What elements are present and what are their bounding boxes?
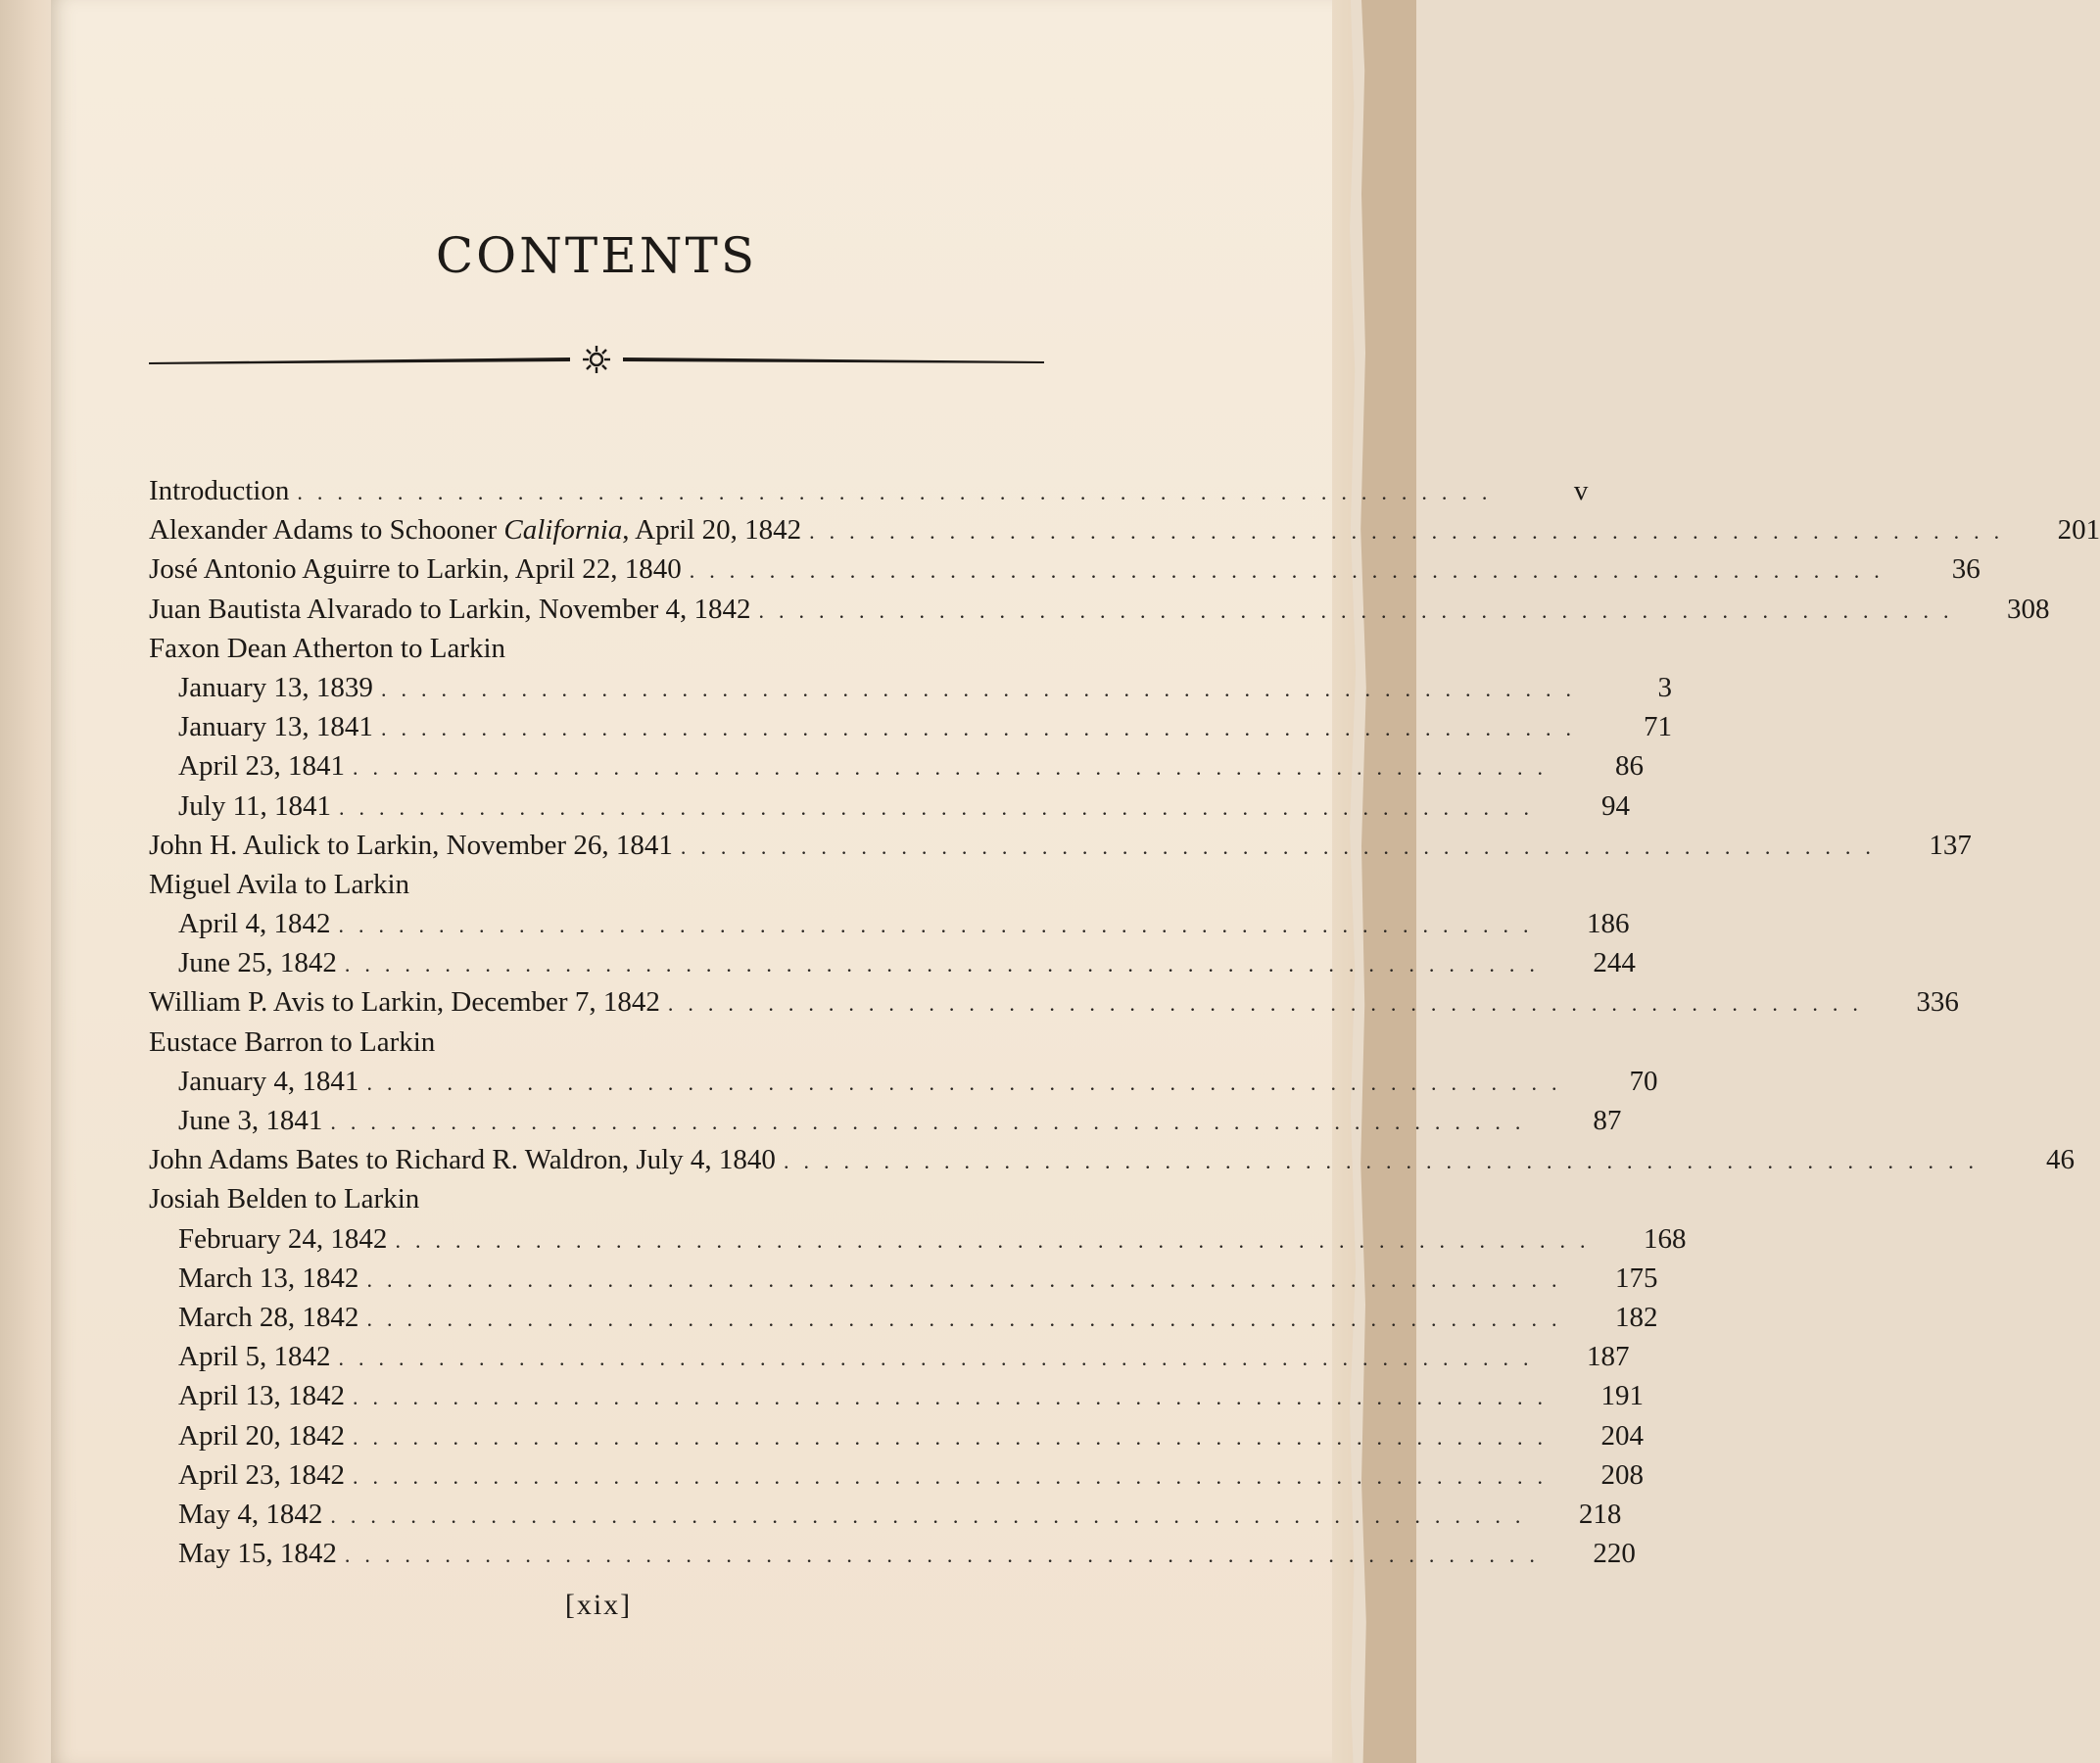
toc-entry-text: July 11, 1841 <box>178 789 332 822</box>
toc-entry-label <box>178 1223 395 1256</box>
toc-entry-label <box>149 514 809 547</box>
toc-page-number: 336 <box>1916 986 1959 1019</box>
toc-entry <box>149 829 1972 869</box>
toc-subentry <box>149 908 1630 947</box>
dot-leader: ............................................................ <box>330 1110 1536 1134</box>
toc-subentry <box>149 1498 1622 1538</box>
toc-page-number: 308 <box>2007 593 2050 625</box>
toc-entry-label <box>149 830 681 862</box>
toc-entry <box>149 1026 1055 1066</box>
dot-leader: ............................................................ <box>758 597 1964 623</box>
toc-page-number: 175 <box>1614 1262 1658 1294</box>
toc-entry-text: John Adams Bates to Richard R. Waldron, July 4, 1840 <box>149 1144 776 1176</box>
toc-subentry <box>149 1065 1658 1105</box>
toc-page-number: 137 <box>1929 829 1972 861</box>
dot-leader: ............................................................ <box>667 991 1873 1017</box>
dot-leader: ............................................................ <box>783 1149 1988 1174</box>
toc-page-number: v <box>1573 475 1589 506</box>
dot-leader: ............................................................ <box>680 834 1885 859</box>
toc-entry <box>149 869 1055 908</box>
toc-entry-text: March 13, 1842 <box>178 1262 359 1294</box>
toc-entry-label <box>178 1459 353 1492</box>
toc-entry-text: April 23, 1842 <box>178 1458 345 1491</box>
toc-subentry <box>149 1341 1630 1380</box>
dot-leader: ............................................................ <box>338 1346 1544 1371</box>
dot-leader: ............................................................ <box>338 913 1544 938</box>
toc-entry-text: March 28, 1842 <box>178 1301 359 1333</box>
toc-entry <box>149 475 1589 514</box>
toc-page-number: 36 <box>1951 553 1981 586</box>
dot-leader: ............................................................ <box>344 952 1550 977</box>
toc-subentry <box>149 1538 1636 1577</box>
toc-page-number: 204 <box>1600 1419 1644 1452</box>
right-rule <box>623 357 1044 363</box>
toc-entry <box>149 1144 2075 1183</box>
toc-entry-label <box>178 1380 353 1412</box>
toc-entry-label <box>178 1499 330 1531</box>
toc-entry <box>149 633 1055 672</box>
toc-page-number: 94 <box>1601 789 1631 822</box>
toc-entry-label <box>178 1263 366 1295</box>
page-title: CONTENTS <box>435 227 758 284</box>
toc-entry-label <box>178 1420 353 1453</box>
toc-entry-text: Introduction <box>149 475 290 506</box>
toc-subentry <box>149 1105 1622 1144</box>
toc-page-number: 182 <box>1614 1301 1658 1333</box>
toc-entry-label <box>149 1026 443 1059</box>
dot-leader: ............................................................ <box>339 794 1545 820</box>
toc-entry-label <box>149 1144 784 1176</box>
toc-entry-text: May 4, 1842 <box>178 1498 323 1530</box>
toc-entry-text: Juan Bautista Alvarado to Larkin, November 4, 1842 <box>149 593 751 625</box>
toc-entry-label <box>178 908 338 940</box>
dot-leader: ............................................................ <box>352 1463 1557 1489</box>
toc-page-number: 186 <box>1586 908 1630 940</box>
dot-leader: ............................................................ <box>297 480 1503 504</box>
toc-entry-text: José Antonio Aguirre to Larkin, April 22, 1840 <box>149 553 682 586</box>
toc-entry-text: April 5, 1842 <box>178 1341 331 1373</box>
dot-leader: ............................................................ <box>366 1306 1572 1331</box>
toc-page-number: 86 <box>1614 750 1644 783</box>
toc-page-number: 218 <box>1578 1498 1622 1530</box>
toc-entry-label <box>149 553 690 586</box>
toc-entry-text: June 3, 1841 <box>178 1105 323 1136</box>
toc-page-number: 208 <box>1600 1458 1644 1491</box>
toc-entry-label <box>178 750 353 783</box>
toc-entry <box>149 553 1981 593</box>
toc-entry-label <box>149 986 668 1019</box>
toc-entry-text: Josiah Belden to Larkin <box>149 1183 420 1215</box>
left-rule <box>149 357 570 364</box>
dot-leader: ............................................................ <box>366 1070 1572 1095</box>
toc-page-number: 191 <box>1600 1380 1644 1412</box>
toc-entry-text: April 4, 1842 <box>178 908 331 940</box>
contents-list <box>149 475 2100 1577</box>
toc-subentry <box>149 671 1672 711</box>
toc-entry-label <box>178 1105 330 1137</box>
dot-leader: ............................................................ <box>352 755 1557 781</box>
toc-entry <box>149 514 2100 553</box>
dot-leader: ............................................................ <box>380 716 1586 741</box>
dot-leader: ............................................................ <box>344 1543 1550 1568</box>
toc-entry-text-tail: , April 20, 1842 <box>622 514 802 547</box>
toc-entry-label <box>149 869 417 901</box>
toc-entry-italic-text: California <box>503 514 623 547</box>
page-number-folio: [xix] <box>564 1589 633 1621</box>
toc-page-number: 244 <box>1593 947 1636 979</box>
toc-entry-text: Eustace Barron to Larkin <box>149 1025 436 1058</box>
dot-leader: ............................................................ <box>395 1227 1600 1253</box>
toc-page-number: 87 <box>1593 1105 1622 1136</box>
dot-leader: ............................................................ <box>366 1266 1572 1292</box>
toc-entry-text: William P. Avis to Larkin, December 7, 1842 <box>149 986 660 1019</box>
toc-page-number: 3 <box>1657 671 1672 703</box>
toc-entry-label <box>178 1341 338 1373</box>
toc-page-number: 71 <box>1643 711 1672 743</box>
dot-leader: ............................................................ <box>380 676 1586 701</box>
toc-entry-label <box>149 475 297 507</box>
toc-page-number: 46 <box>2045 1144 2075 1176</box>
toc-entry-text: Alexander Adams to Schooner <box>149 514 504 547</box>
dot-leader: ............................................................ <box>352 1424 1557 1450</box>
toc-page-number: 220 <box>1593 1538 1636 1570</box>
toc-entry-label <box>149 594 759 626</box>
toc-entry-text: Miguel Avila to Larkin <box>149 868 410 900</box>
toc-entry-text: April 23, 1841 <box>178 750 345 783</box>
dot-leader: ............................................................ <box>689 558 1894 584</box>
toc-entry-text: April 13, 1842 <box>178 1380 345 1412</box>
toc-subentry <box>149 711 1672 750</box>
toc-entry-label <box>178 1302 366 1334</box>
toc-entry-text: January 13, 1839 <box>178 671 373 703</box>
toc-entry-label <box>149 1183 427 1215</box>
toc-entry-text: Faxon Dean Atherton to Larkin <box>149 632 506 664</box>
toc-page-number: 201 <box>2057 514 2100 547</box>
dot-leader: ............................................................ <box>330 1502 1536 1528</box>
toc-subentry <box>149 1458 1644 1499</box>
star-icon <box>583 346 610 373</box>
toc-entry-text: May 15, 1842 <box>178 1538 337 1570</box>
toc-entry-label <box>149 633 513 665</box>
toc-entry-text: John H. Aulick to Larkin, November 26, 1841 <box>149 829 673 861</box>
toc-entry-text: January 4, 1841 <box>178 1065 359 1097</box>
toc-page-number: 187 <box>1586 1341 1630 1373</box>
toc-page-number: 70 <box>1629 1065 1658 1097</box>
dot-leader: ............................................................ <box>809 519 2015 545</box>
toc-entry-label <box>178 1538 345 1570</box>
toc-entry-label <box>178 672 381 704</box>
toc-subentry <box>149 1419 1644 1459</box>
toc-entry-label <box>178 947 345 979</box>
toc-subentry <box>149 947 1636 986</box>
toc-entry <box>149 1183 1055 1222</box>
toc-subentry <box>149 750 1644 789</box>
toc-entry-text: June 25, 1842 <box>178 947 337 979</box>
title-rule-ornament <box>149 339 1044 378</box>
dot-leader: ............................................................ <box>352 1385 1557 1410</box>
toc-page-number: 168 <box>1643 1222 1687 1255</box>
toc-entry-text: February 24, 1842 <box>178 1222 388 1255</box>
toc-entry-label <box>178 1066 366 1098</box>
toc-subentry <box>149 1222 1687 1263</box>
toc-subentry <box>149 1262 1658 1302</box>
toc-entry-text: April 20, 1842 <box>178 1419 345 1452</box>
toc-subentry <box>149 1301 1658 1341</box>
toc-entry <box>149 593 2050 633</box>
toc-subentry <box>149 1380 1644 1419</box>
toc-entry <box>149 986 1959 1025</box>
toc-entry-label <box>178 711 381 743</box>
toc-subentry <box>149 789 1631 830</box>
toc-entry-label <box>178 790 339 823</box>
toc-entry-text: January 13, 1841 <box>178 711 373 743</box>
